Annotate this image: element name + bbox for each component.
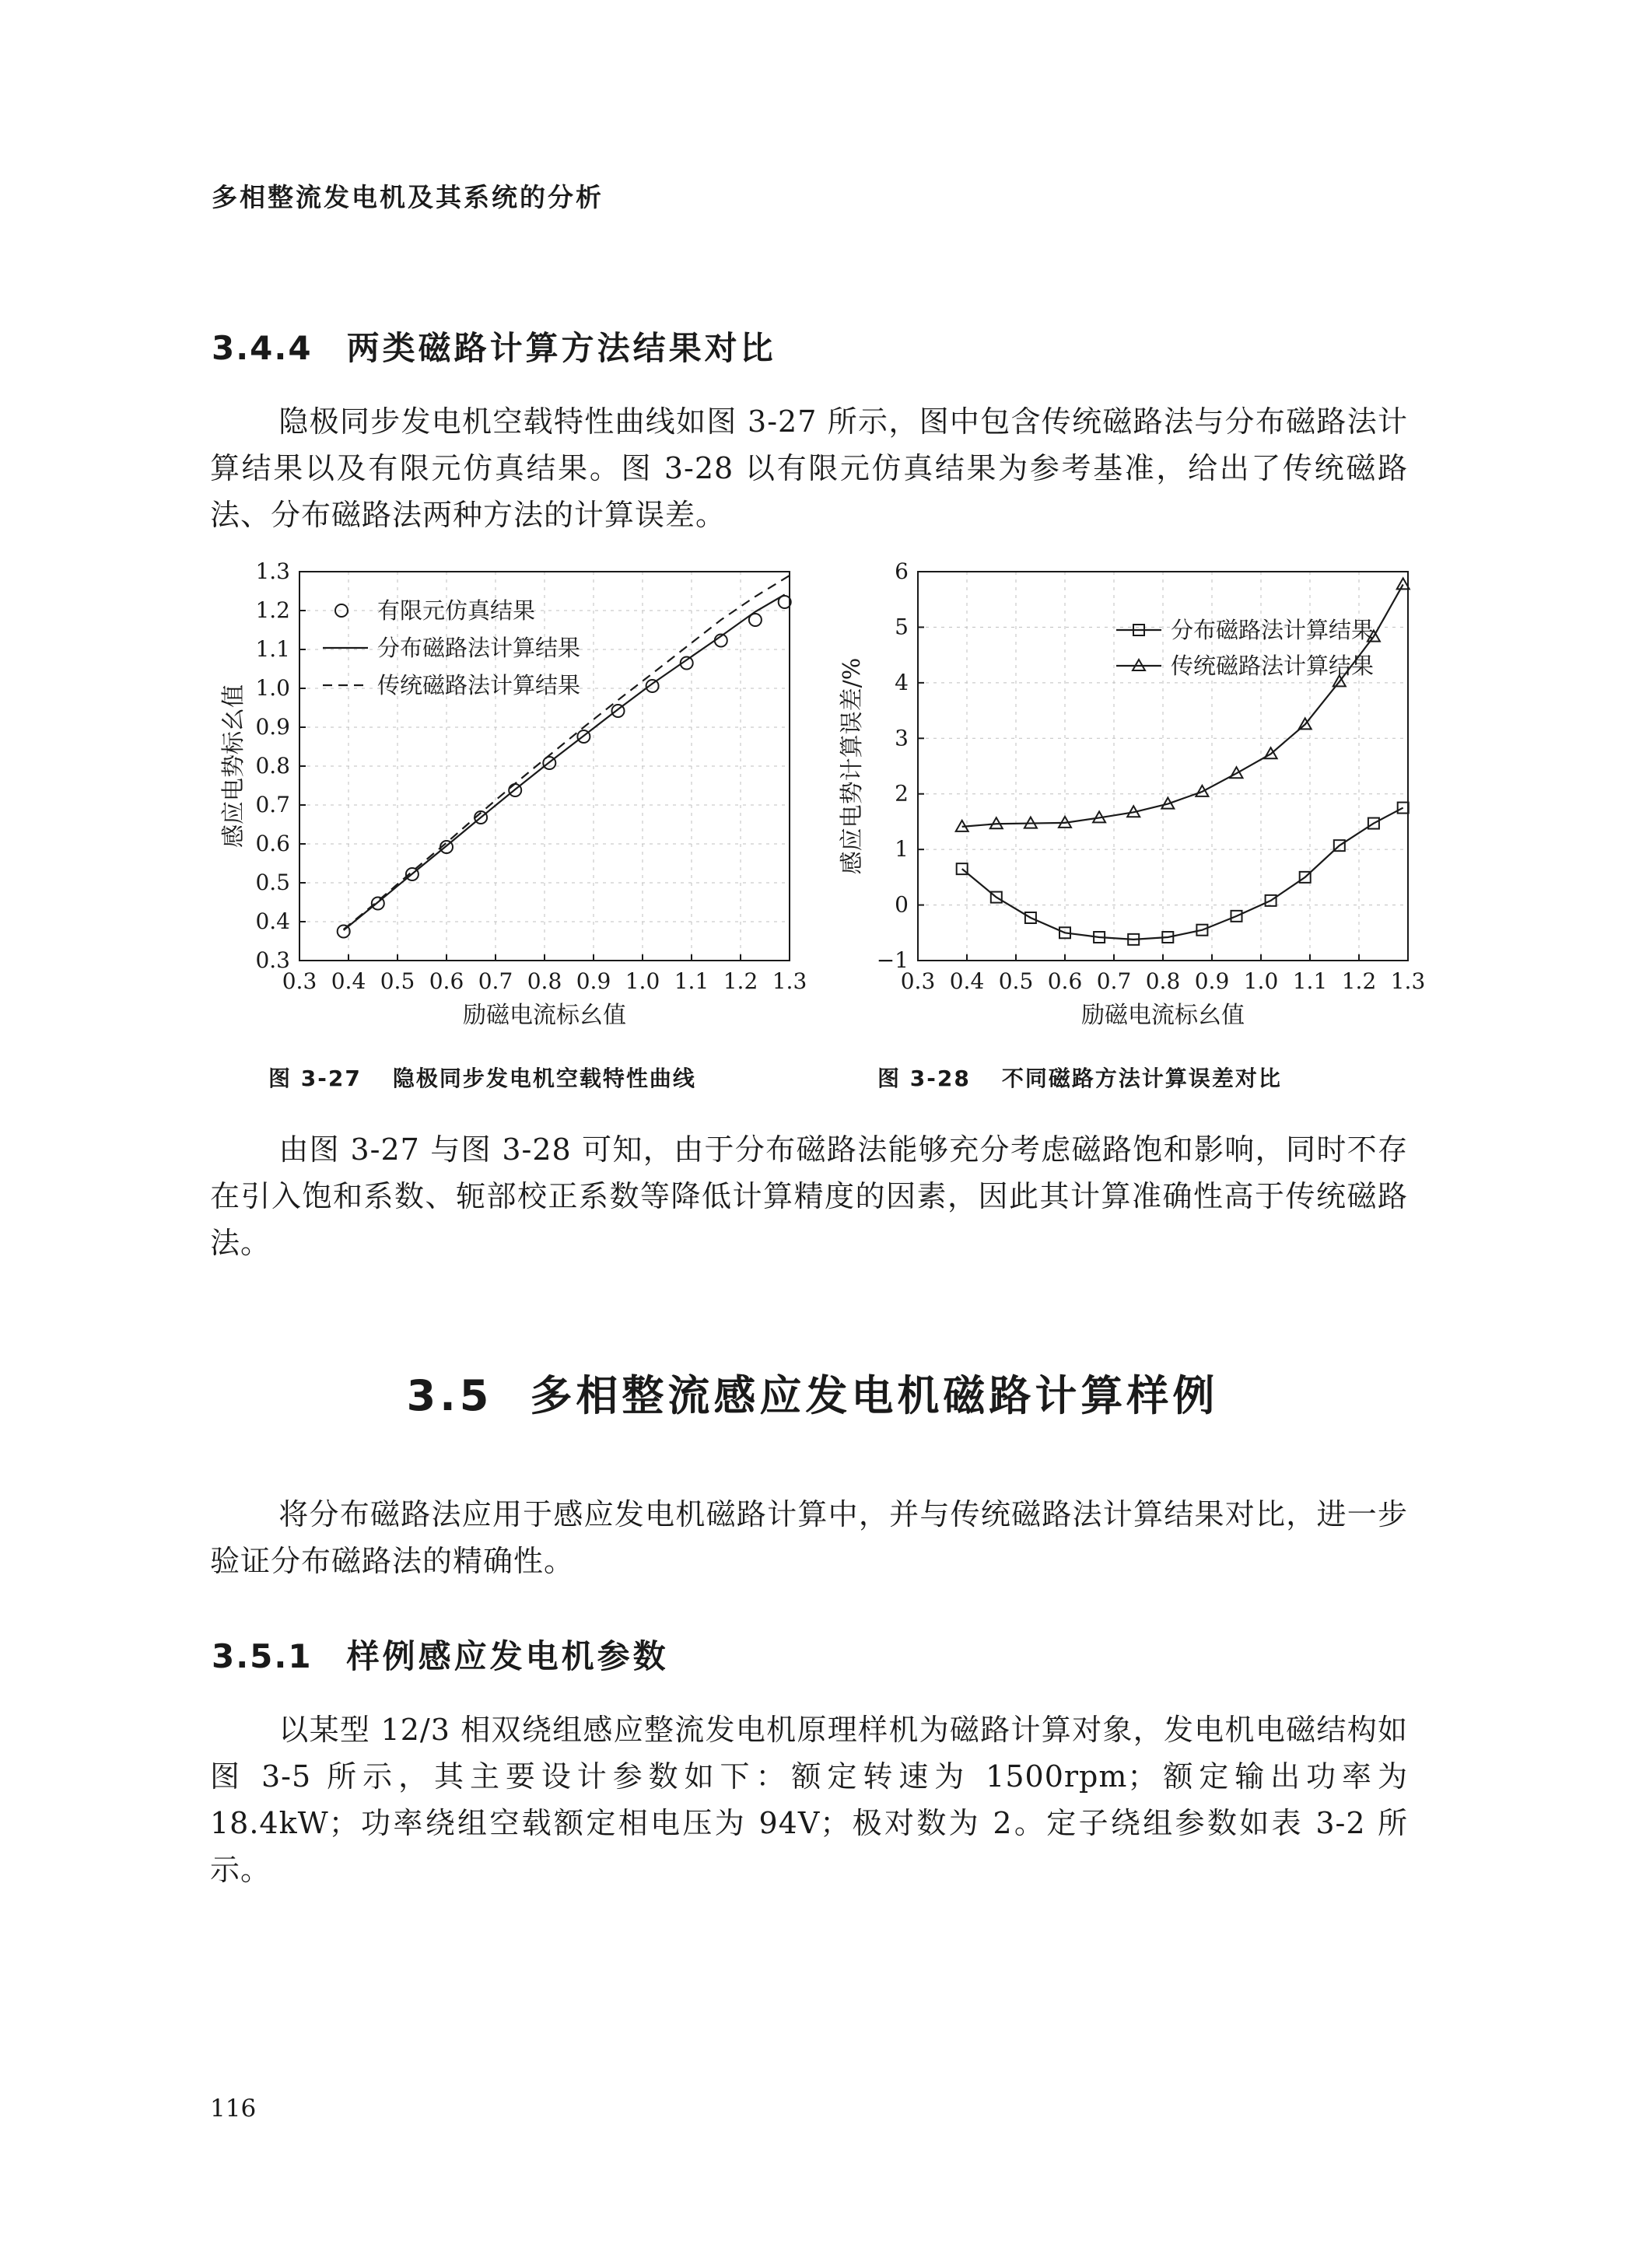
chart2-x-tick-label: 1.2 [1341,968,1377,994]
chart1-y-tick-label: 1.2 [255,597,290,623]
chart2-y-tick-label: 4 [895,669,909,695]
chart1-y-tick-label: 0.5 [255,870,290,895]
chart2-x-tick-label: 0.4 [949,968,985,994]
figure-3-27-caption [268,1062,696,1093]
section-heading-3-5-1 [212,1631,669,1678]
chart1-legend-label: 传统磁路法计算结果 [377,672,581,698]
chart2-y-tick-label: 2 [895,780,909,807]
chart1-x-tick-label: 0.8 [527,968,562,994]
chart2-x-tick-label: 1.0 [1243,968,1279,994]
chart2-x-tick-label: 0.9 [1194,968,1230,994]
paragraph-section-intro [210,1491,1408,1584]
figure-3-27-chart [198,556,821,1046]
chart2-x-tick-label: 0.6 [1047,968,1083,994]
chart2-x-axis-label: 励磁电流标幺值 [1081,1002,1245,1029]
chart2-legend [1116,617,1374,679]
figure-3-28-chart [817,556,1439,1046]
chart1-x-tick-label: 0.7 [478,968,513,994]
chart2-legend-swatch [1116,625,1161,635]
chart1-y-tick-label: 1.3 [255,558,290,584]
section-number: 3.5 [406,1371,493,1420]
chart2-y-axis-label: 感应电势计算误差/% [839,657,866,875]
section-title: 多相整流感应发电机磁路计算样例 [530,1371,1219,1420]
chart1-y-tick-label: 1.0 [255,675,290,701]
chart1-x-tick-label: 1.1 [674,968,709,994]
paragraph-conclusion-text: 由图 3-27 与图 3-28 可知，由于分布磁路法能够充分考虑磁路饱和影响，同时不存在引入饱和系数、轭部校正系数等降低计算精度的因素，因此其计算准确性高于传统磁路法。 [210,1132,1408,1260]
chart2-x-tick-label: 0.5 [998,968,1034,994]
paragraph-intro-text: 隐极同步发电机空载特性曲线如图 3-27 所示，图中包含传统磁路法与分布磁路法计算结果以及有限元仿真结果。图 3-28 以有限元仿真结果为参考基准，给出了传统磁路法、分布磁路法两种方法的计算误差。 [210,404,1408,532]
chart1-x-tick-label: 1.3 [772,968,807,994]
paragraph-intro [210,398,1408,538]
chart1-y-tick-label: 0.8 [255,753,290,779]
paragraph-parameters-text: 以某型 12/3 相双绕组感应整流发电机原理样机为磁路计算对象，发电机电磁结构如图 3-5 所示，其主要设计参数如下：额定转速为 1500rpm；额定输出功率为 18.4kW；功率绕组空载额定相电压为 94V；极对数为 2。定子绕组参数如表 3-2 所示。 [210,1713,1408,1887]
paragraph-conclusion [210,1126,1408,1266]
chart1-x-tick-label: 1.0 [625,968,660,994]
chart2-y-tick-label: 5 [895,614,909,640]
chart1-legend-label: 分布磁路法计算结果 [377,635,581,661]
chart1-y-tick-label: 0.3 [255,947,290,973]
figure-3-27-title: 隐极同步发电机空载特性曲线 [392,1066,696,1091]
chart2-y-tick-label: 3 [895,725,909,751]
chart2-legend-swatch [1116,660,1161,670]
section-title: 两类磁路计算方法结果对比 [346,329,776,367]
section-heading-3-5 [0,1363,1625,1423]
chart1-y-tick-label: 0.6 [255,831,290,856]
paragraph-parameters [210,1706,1408,1893]
chart2-x-tick-label: 0.3 [900,968,936,994]
paragraph-section-intro-text: 将分布磁路法应用于感应发电机磁路计算中，并与传统磁路法计算结果对比，进一步验证分布磁路法的精确性。 [210,1497,1408,1578]
section-heading-3-4-4 [212,323,776,369]
chart2-y-tick-label: −1 [876,947,909,973]
chart1-y-axis-label: 感应电势标幺值 [220,684,247,848]
chart1-x-tick-label: 0.4 [331,968,366,994]
section-title: 样例感应发电机参数 [346,1637,669,1675]
section-number: 3.5.1 [212,1637,313,1675]
chart2-legend-label: 传统磁路法计算结果 [1171,653,1375,679]
chart1-x-tick-label: 1.2 [723,968,758,994]
chart1-y-tick-label: 0.4 [255,908,290,934]
figure-3-27-label: 图 3-27 [268,1066,362,1091]
section-number: 3.4.4 [212,329,313,367]
page-number: 116 [210,2095,257,2123]
chart1-x-axis-label: 励磁电流标幺值 [463,1002,626,1029]
chart1-y-tick-label: 0.9 [255,714,290,740]
chart2-x-tick-label: 1.1 [1292,968,1328,994]
chart2-legend-label: 分布磁路法计算结果 [1171,617,1375,643]
chart2-y-tick-label: 6 [895,558,909,584]
running-head: 多相整流发电机及其系统的分析 [212,182,604,212]
chart1-y-tick-label: 1.1 [255,636,290,662]
chart1-legend [323,597,580,698]
chart2-y-tick-label: 1 [895,836,909,863]
figure-3-28-caption [877,1062,1282,1093]
chart1-x-tick-label: 0.9 [576,968,611,994]
chart1-x-tick-label: 0.3 [282,968,317,994]
chart1-legend-label: 有限元仿真结果 [377,597,536,624]
figure-3-28-title: 不同磁路方法计算误差对比 [1001,1066,1282,1091]
chart2-y-tick-label: 0 [895,891,909,918]
figure-3-28-label: 图 3-28 [877,1066,971,1091]
chart1-x-tick-label: 0.6 [429,968,464,994]
chart2-x-tick-label: 0.8 [1145,968,1181,994]
chart1-x-tick-label: 0.5 [380,968,415,994]
chart2-x-tick-label: 1.3 [1390,968,1426,994]
chart2-x-tick-label: 0.7 [1096,968,1132,994]
chart1-y-tick-label: 0.7 [255,792,290,817]
